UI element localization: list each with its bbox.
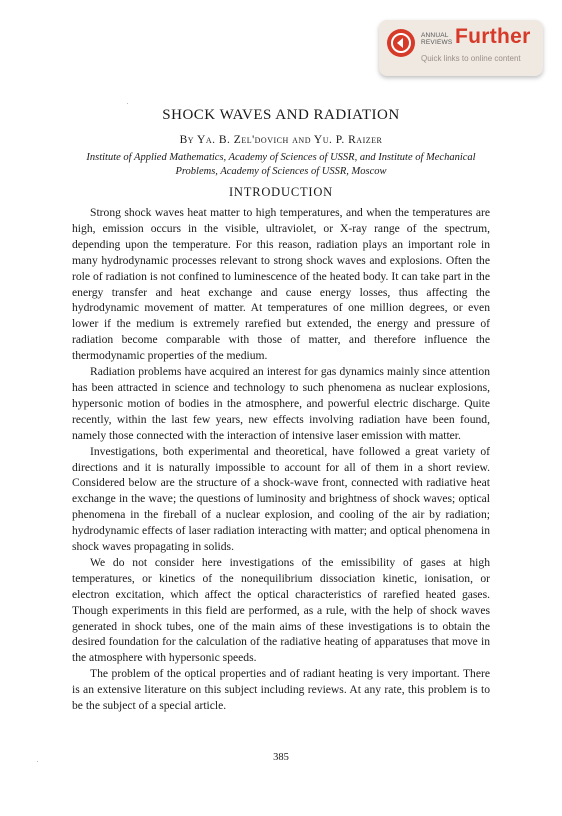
paragraph: We do not consider here investigations of the emissibility of gases at high temperatures, or kinetics of the nonequilibrium dissociation kinetic, ionisation, or electron excitation, which affect the optical characteristics of rarefied heated gases. Though experiments in this field are performed, as a rule, with the help of shock waves generated in shock tubes, one of the main aims of these investigations is to obtain the desired foundation for the calculation of the radiative heating of apparatuses that move in the atmosphere with hypersonic speeds.	[72, 555, 490, 665]
further-subtitle: Quick links to online content	[421, 54, 521, 63]
article-affiliation: Institute of Applied Mathematics, Academy of Sciences of USSR, and Institute of Mechanical Problems, Academy of Sciences of USSR, Moscow	[86, 152, 476, 177]
article-title: SHOCK WAVES AND RADIATION	[162, 107, 400, 123]
article-authors: By Ya. B. Zel'dovich and Yu. P. Raizer	[179, 134, 383, 146]
further-badge[interactable]	[379, 20, 543, 76]
play-icon	[387, 29, 415, 57]
paragraph: The problem of the optical properties and of radiant heating is very important. There is an extensive literature on this subject including reviews. At any rate, this problem is to be the subject of a special article.	[72, 667, 490, 713]
paragraph: Investigations, both experimental and theoretical, have followed a great variety of directions and it is naturally impossible to account for all of them in a short review. Considered below are the structure of a shock-wave front, connected with radiative heat exchange in the wave; the questions of luminosity and brightness of shock waves; optical phenomena in the fireball of a nuclear explosion, and cooling of the air by radiation; hydrodynamic effects of laser radiation interacting with matter; and optical phenomena in shock waves propagating in solids.	[72, 444, 490, 554]
page-number: 385	[273, 752, 289, 763]
paragraph: Strong shock waves heat matter to high temperatures, and when the temperatures are high, emission occurs in the visible, ultraviolet, or X-ray range of the spectrum, depending upon the temperature. For this reason, radiation plays an important role in many hydrodynamic processes relevant to strong shock waves and explosions. Often the role of radiation is not confined to luminescence of the heated body. It can take part in the energy transfer and heat exchange and cause energy losses, thus affecting the hydrodynamic movement of matter. At temperatures of one million degrees, or even lower if the medium is extremely rarefied but extended, the energy and pressure of radiation become comparable with those of matter, and therefore influence the thermodynamic properties of the medium.	[72, 206, 490, 363]
section-heading: INTRODUCTION	[228, 185, 334, 199]
annual-reviews-logo-text: ANNUAL REVIEWS	[421, 32, 453, 46]
paragraph: Radiation problems have acquired an interest for gas dynamics mainly since attention has been attracted in science and technology to such phenomena as nuclear explosions, hypersonic motion of bodies in the atmosphere, and powerful electric discharge. Quite recently, within the last few years, new effects involving radiation have been found, namely those connected with the interaction of intensive laser emission with matter.	[72, 365, 490, 442]
further-brand: Further	[455, 25, 531, 48]
article-body	[72, 205, 490, 714]
scan-speck	[127, 103, 128, 104]
